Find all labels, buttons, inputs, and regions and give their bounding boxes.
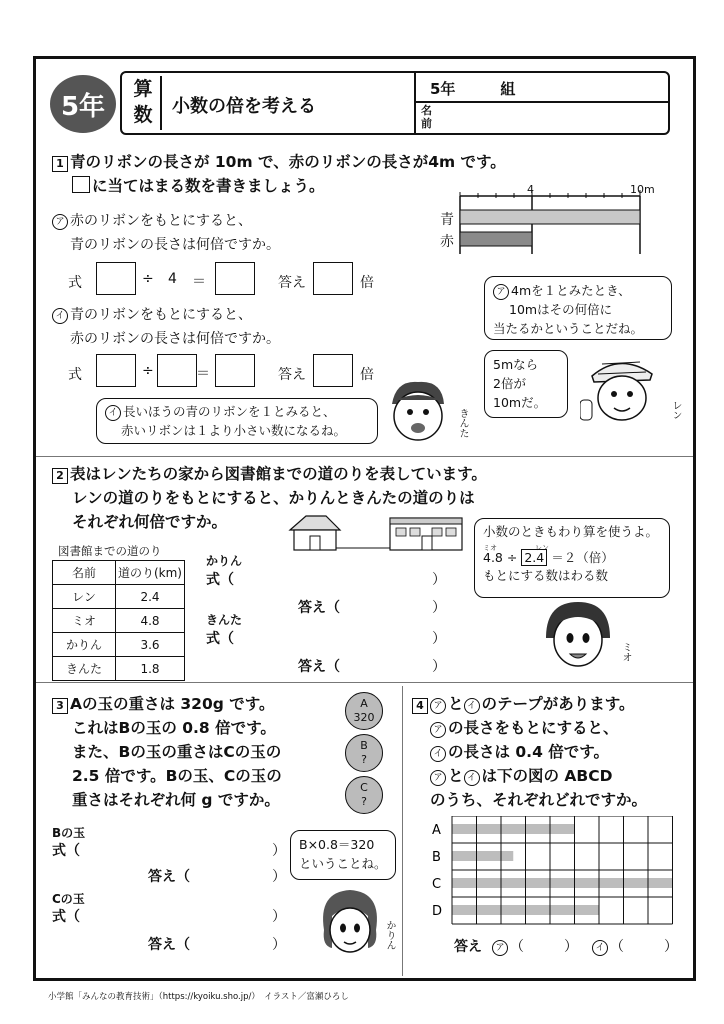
- red-label: 赤: [440, 234, 454, 250]
- kinta-label: きんた: [206, 613, 243, 627]
- q2-text: それぞれ何倍ですか。: [72, 513, 228, 531]
- hint-bubble-q2: 小数のときもわり算を使うよ。 ミオ レン 4.8 ÷ 2.4 ＝２（倍） もとにする数はわる数: [474, 518, 670, 598]
- grade-badge: 5年: [50, 75, 116, 133]
- blue-ribbon-bar: [460, 210, 640, 224]
- q1b-unit: 倍: [360, 367, 374, 383]
- close-paren: ）: [272, 869, 286, 885]
- q3-c-formula[interactable]: 式（: [52, 909, 80, 925]
- q1a-unit: 倍: [360, 275, 374, 291]
- q1a-input-2[interactable]: [215, 262, 255, 295]
- table-row: かりん 3.6: [53, 633, 185, 657]
- section-divider: [36, 456, 693, 457]
- q3-b-answer[interactable]: 答え（: [148, 869, 190, 885]
- hint-bubble-c: イ 長いほうの青のリボンを１とみると、 赤いリボンは１より小さい数になるね。: [96, 398, 378, 444]
- q1b-input-3[interactable]: [215, 354, 255, 387]
- header-divider: [414, 101, 670, 103]
- q1a-eq: ＝: [192, 274, 206, 290]
- hint-bubble-a: ア 4mを１とみたとき、 10mはその何倍に 当たるかということだね。: [484, 276, 672, 340]
- q4-text: 4 ア と イ のテープがあります。 ア の長さをもとにすると、 イ の長さは 0.4 倍です。 ア と イ は下の図の ABCD のうち、それぞれどれですか。: [412, 692, 647, 812]
- q1b-formula-label: 式: [68, 367, 82, 383]
- red-ribbon-bar: [460, 232, 532, 246]
- distance-table: [52, 560, 185, 681]
- q2-kinta-formula[interactable]: 式（: [206, 631, 234, 647]
- q1-text: 1 青のリボンの長さが 10m で、赤のリボンの長さが4m です。: [52, 150, 506, 172]
- table-row: きんた 1.8: [53, 657, 185, 681]
- tape-bar-C: [452, 878, 673, 888]
- q1a-div: ÷: [142, 271, 154, 287]
- close-paren: ）: [272, 843, 286, 859]
- close-paren: ）: [432, 600, 446, 616]
- tape-label-B: B: [432, 850, 441, 865]
- q2-karin-answer[interactable]: 答え（: [298, 600, 340, 616]
- tick-10m: 10m: [630, 183, 655, 196]
- ball-b-label: Bの玉: [52, 826, 86, 840]
- table-header: 名前: [53, 561, 116, 585]
- q2-text: レンの道のりをもとにすると、かりんときんたの道のりは: [72, 489, 475, 507]
- table-row: レン 2.4: [53, 585, 185, 609]
- house-library-illustration: [286, 512, 472, 552]
- close-paren: ）: [432, 572, 446, 588]
- section-divider: [402, 686, 403, 976]
- tape-label-C: C: [432, 877, 442, 892]
- name-label: 名 前: [421, 104, 432, 130]
- q4-answer-b[interactable]: イ （ ）: [592, 936, 678, 956]
- q2-text: 2 表はレンたちの家から図書館までの道のりを表しています。: [52, 462, 487, 484]
- table-header: 道のり(km): [116, 561, 185, 585]
- karin-illustration: [318, 886, 382, 958]
- tick-4: 4: [527, 183, 534, 196]
- tape-label-A: A: [432, 823, 441, 838]
- tape-bar-A: [452, 824, 575, 834]
- karin-name: かりん: [384, 920, 395, 950]
- q1a-formula-label: 式: [68, 275, 82, 291]
- blue-label: 青: [440, 212, 454, 228]
- table-row: ミオ 4.8: [53, 609, 185, 633]
- q1a-four: 4: [168, 271, 177, 287]
- tape-label-D: D: [432, 904, 443, 919]
- q3-b-formula[interactable]: 式（: [52, 843, 80, 859]
- q1b-answer-label: 答え: [278, 367, 306, 383]
- close-paren: ）: [432, 659, 446, 675]
- table-title: 図書館までの道のり: [58, 544, 162, 558]
- q1a-answer-label: 答え: [278, 275, 306, 291]
- mio-illustration: [540, 598, 616, 672]
- header-divider: [414, 71, 416, 135]
- close-paren: ）: [272, 909, 286, 925]
- q3-c-answer[interactable]: 答え（: [148, 937, 190, 953]
- footer-credit: 小学館「みんなの教育技術」（https://kyoiku.sho.jp/） イラスト／富瀬ひろし: [48, 992, 349, 1002]
- close-paren: ）: [272, 937, 286, 953]
- q1b-div: ÷: [142, 363, 154, 379]
- class-label: 5年 組: [430, 80, 516, 98]
- kinta-name: きんた: [457, 408, 468, 438]
- hint-bubble-b: 5mなら 2倍が 10mだ。: [484, 350, 568, 418]
- q1-instruction: に当てはまる数を書きましょう。: [72, 174, 325, 196]
- ren-name: レン: [670, 400, 681, 420]
- ball-c: C ?: [345, 776, 383, 814]
- q4-answer-label: 答え: [454, 939, 482, 955]
- q1b-input-2[interactable]: [157, 354, 197, 387]
- kinta-illustration: [384, 378, 450, 444]
- subject-label: 算 数: [126, 76, 162, 130]
- ball-b: B ?: [345, 734, 383, 772]
- tape-bar-B: [452, 851, 513, 861]
- q1b-eq: ＝: [196, 366, 210, 382]
- page-title: 小数の倍を考える: [172, 96, 316, 117]
- hint-bubble-q3: B×0.8＝320 ということね。: [290, 830, 396, 880]
- close-paren: ）: [432, 631, 446, 647]
- q1b-text: 赤のリボンの長さは何倍ですか。: [70, 331, 280, 347]
- q1a-answer-input[interactable]: [313, 262, 353, 295]
- q3-text: 3 Aの玉の重さは 320g です。 これはBの玉の 0.8 倍です。 また、Bの玉の重さはCの玉の 2.5 倍です。Bの玉、Cの玉の 重さはそれぞれ何 g ですか。: [52, 692, 282, 812]
- q1a-text: ア 赤のリボンをもとにすると、: [52, 210, 252, 230]
- ball-c-label: Cの玉: [52, 892, 85, 906]
- tape-grid: [430, 816, 680, 928]
- q1b-input-1[interactable]: [96, 354, 136, 387]
- q1b-text: イ 青のリボンをもとにすると、: [52, 304, 252, 324]
- q4-answer-a[interactable]: ア （ ）: [492, 936, 578, 956]
- q2-kinta-answer[interactable]: 答え（: [298, 659, 340, 675]
- mio-name: ミオ: [620, 642, 631, 662]
- name-field[interactable]: [440, 106, 662, 130]
- karin-label: かりん: [206, 554, 243, 568]
- q2-karin-formula[interactable]: 式（: [206, 572, 234, 588]
- q1b-answer-input[interactable]: [313, 354, 353, 387]
- ren-illustration: [580, 348, 664, 424]
- ball-a: A 320: [345, 692, 383, 730]
- q1a-input-1[interactable]: [96, 262, 136, 295]
- section-divider: [36, 682, 693, 683]
- q1a-text: 青のリボンの長さは何倍ですか。: [70, 237, 280, 253]
